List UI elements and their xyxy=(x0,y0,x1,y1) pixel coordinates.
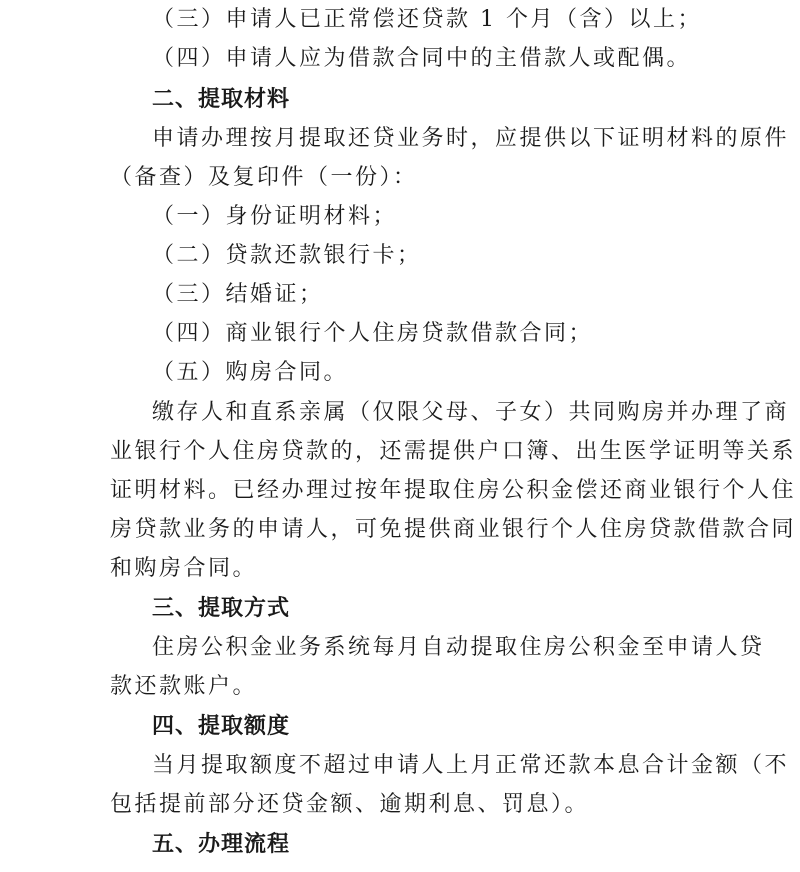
section-heading-process: 五、办理流程 xyxy=(152,832,291,857)
materials-intro-line-1: 申请办理按月提取还贷业务时，应提供以下证明材料的原件 xyxy=(152,126,790,151)
material-item-2: （二）贷款还款银行卡； xyxy=(152,243,422,268)
condition-item-4: （四）申请人应为借款合同中的主借款人或配偶。 xyxy=(152,46,692,71)
section-heading-method: 三、提取方式 xyxy=(152,596,291,621)
material-item-5: （五）购房合同。 xyxy=(152,360,349,385)
section-heading-materials: 二、提取材料 xyxy=(152,87,291,112)
joint-purchase-line-2: 业银行个人住房贷款的，还需提供户口簿、出生医学证明等关系 xyxy=(110,439,797,464)
material-item-3: （三）结婚证； xyxy=(152,282,324,307)
method-line-2: 款还款账户。 xyxy=(110,674,258,699)
joint-purchase-line-3: 证明材料。已经办理过按年提取住房公积金偿还商业银行个人住 xyxy=(110,478,797,503)
joint-purchase-line-1: 缴存人和直系亲属（仅限父母、子女）共同购房并办理了商 xyxy=(152,400,790,425)
joint-purchase-line-4: 房贷款业务的申请人，可免提供商业银行个人住房贷款借款合同 xyxy=(110,517,797,542)
condition-item-3: （三）申请人已正常偿还贷款 1 个月（含）以上； xyxy=(152,7,702,32)
joint-purchase-line-5: 和购房合同。 xyxy=(110,556,258,581)
material-item-1: （一）身份证明材料； xyxy=(152,204,398,229)
materials-intro-line-2: （备查）及复印件（一份）： xyxy=(110,165,418,190)
method-line-1: 住房公积金业务系统每月自动提取住房公积金至申请人贷 xyxy=(152,635,765,660)
section-heading-amount: 四、提取额度 xyxy=(152,714,291,739)
amount-line-1: 当月提取额度不超过申请人上月正常还款本息合计金额（不 xyxy=(152,753,790,778)
amount-line-2: 包括提前部分还贷金额、逾期利息、罚息）。 xyxy=(110,792,590,817)
material-item-4: （四）商业银行个人住房贷款借款合同； xyxy=(152,321,594,346)
